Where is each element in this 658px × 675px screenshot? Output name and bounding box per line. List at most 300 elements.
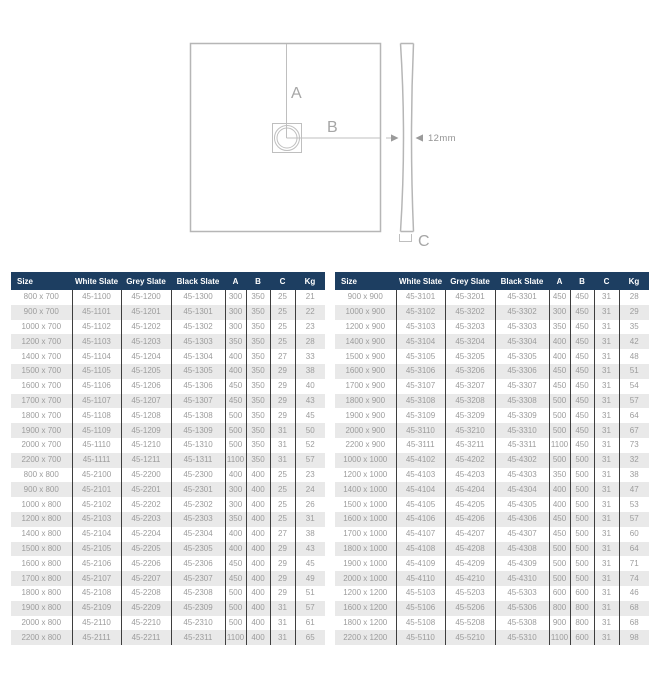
column-header-size: Size: [11, 272, 72, 290]
cell-b: 500: [570, 453, 594, 468]
table-row: [335, 438, 649, 453]
cell-c: 31: [594, 601, 619, 616]
cell-grey-slate: 45-2204: [121, 527, 171, 542]
cell-b: 350: [246, 334, 270, 349]
cell-a: 1100: [549, 438, 570, 453]
cell-a: 450: [225, 556, 246, 571]
table-row: [11, 320, 325, 335]
cell-size: 1500 x 900: [345, 351, 386, 361]
cell-kg: 33: [295, 349, 325, 364]
cell-size: 1800 x 700: [21, 410, 62, 420]
cell-c: 31: [270, 630, 295, 645]
cell-size: 2000 x 800: [21, 617, 62, 627]
header-row: [335, 272, 649, 290]
cell-white-slate: 45-5103: [396, 586, 445, 601]
table-row: [11, 497, 325, 512]
cell-kg: 23: [295, 320, 325, 335]
cell-c: 25: [270, 320, 295, 335]
table-row: [11, 527, 325, 542]
cell-grey-slate: 45-1210: [121, 438, 171, 453]
cell-b: 400: [246, 468, 270, 483]
cell-size: 1900 x 800: [21, 603, 62, 613]
table-row: [335, 512, 649, 527]
cell-black-slate: 45-4310: [495, 571, 549, 586]
thickness-arrow-right-icon: [416, 134, 424, 141]
cell-b: 350: [246, 320, 270, 335]
cell-white-slate: 45-1100: [72, 290, 121, 305]
cell-size: 2200 x 1200: [343, 632, 388, 642]
cell-b: 400: [246, 497, 270, 512]
dim-c-label: C: [418, 233, 430, 250]
cell-size: 1800 x 1000: [343, 543, 388, 553]
cell-kg: 22: [295, 305, 325, 320]
table-row: [335, 601, 649, 616]
cell-white-slate: 45-5106: [396, 601, 445, 616]
cell-a: 450: [225, 379, 246, 394]
cell-a: 300: [549, 305, 570, 320]
table-row: [11, 379, 325, 394]
cell-c: 31: [594, 453, 619, 468]
cell-white-slate: 45-1103: [72, 334, 121, 349]
cell-a: 500: [549, 571, 570, 586]
size-table-right: [335, 272, 649, 645]
cell-grey-slate: 45-2205: [121, 542, 171, 557]
cell-a: 300: [225, 290, 246, 305]
cell-white-slate: 45-2103: [72, 512, 121, 527]
cell-kg: 26: [295, 497, 325, 512]
size-table-left: [11, 272, 325, 645]
cell-white-slate: 45-5110: [396, 630, 445, 645]
table-row: [335, 453, 649, 468]
table-row: [335, 497, 649, 512]
table-row: [335, 394, 649, 409]
cell-kg: 45: [295, 408, 325, 423]
cell-c: 29: [270, 408, 295, 423]
cell-grey-slate: 45-5203: [445, 586, 495, 601]
cell-black-slate: 45-3311: [495, 438, 549, 453]
cell-grey-slate: 45-2209: [121, 601, 171, 616]
table-row: [335, 349, 649, 364]
cell-black-slate: 45-4304: [495, 482, 549, 497]
cell-b: 450: [570, 305, 594, 320]
cell-black-slate: 45-3303: [495, 320, 549, 335]
cell-a: 400: [225, 527, 246, 542]
cell-kg: 64: [619, 408, 649, 423]
cell-c: 27: [270, 349, 295, 364]
cell-kg: 43: [295, 394, 325, 409]
cell-grey-slate: 45-2201: [121, 482, 171, 497]
cell-black-slate: 45-1300: [171, 290, 225, 305]
cell-black-slate: 45-3304: [495, 334, 549, 349]
cell-white-slate: 45-3101: [396, 290, 445, 305]
cell-c: 31: [594, 556, 619, 571]
cell-size: 1500 x 700: [21, 366, 62, 376]
cell-grey-slate: 45-1211: [121, 453, 171, 468]
cell-black-slate: 45-3307: [495, 379, 549, 394]
thickness-label: 12mm: [428, 133, 456, 144]
cell-grey-slate: 45-4204: [445, 482, 495, 497]
cell-c: 29: [270, 586, 295, 601]
cell-kg: 43: [295, 542, 325, 557]
cell-kg: 52: [295, 438, 325, 453]
cell-black-slate: 45-2308: [171, 586, 225, 601]
cell-white-slate: 45-1111: [72, 453, 121, 468]
cell-black-slate: 45-4302: [495, 453, 549, 468]
cell-a: 500: [225, 616, 246, 631]
cell-c: 31: [594, 320, 619, 335]
table-row: [11, 364, 325, 379]
cell-grey-slate: 45-3206: [445, 364, 495, 379]
cell-grey-slate: 45-4208: [445, 542, 495, 557]
cell-kg: 23: [295, 468, 325, 483]
table-row: [335, 408, 649, 423]
cell-c: 31: [594, 394, 619, 409]
cell-black-slate: 45-1310: [171, 438, 225, 453]
table-row: [335, 571, 649, 586]
column-header-black-slate: Black Slate: [171, 272, 225, 290]
cell-c: 25: [270, 497, 295, 512]
cell-a: 400: [549, 482, 570, 497]
cell-a: 450: [549, 364, 570, 379]
cell-c: 31: [594, 497, 619, 512]
column-header-b: B: [246, 272, 270, 290]
cell-a: 450: [225, 571, 246, 586]
cell-kg: 60: [619, 527, 649, 542]
cell-b: 400: [246, 601, 270, 616]
cell-black-slate: 45-3310: [495, 423, 549, 438]
cell-size: 1400 x 900: [345, 336, 386, 346]
cell-kg: 74: [619, 571, 649, 586]
cell-black-slate: 45-1301: [171, 305, 225, 320]
table-row: [335, 334, 649, 349]
cell-white-slate: 45-1109: [72, 423, 121, 438]
cell-a: 350: [225, 334, 246, 349]
cell-a: 1100: [549, 630, 570, 645]
table-row: [335, 468, 649, 483]
cell-black-slate: 45-1311: [171, 453, 225, 468]
cell-kg: 49: [295, 571, 325, 586]
cell-kg: 38: [295, 527, 325, 542]
cell-black-slate: 45-1306: [171, 379, 225, 394]
cell-a: 500: [225, 601, 246, 616]
cell-size: 1200 x 900: [345, 321, 386, 331]
cell-white-slate: 45-4110: [396, 571, 445, 586]
cell-black-slate: 45-3306: [495, 364, 549, 379]
cell-white-slate: 45-3107: [396, 379, 445, 394]
side-profile-outline: [401, 44, 414, 232]
cell-black-slate: 45-4309: [495, 556, 549, 571]
cell-b: 450: [570, 364, 594, 379]
cell-black-slate: 45-4305: [495, 497, 549, 512]
cell-grey-slate: 45-3208: [445, 394, 495, 409]
cell-c: 25: [270, 334, 295, 349]
size-tables: [11, 272, 649, 645]
cell-black-slate: 45-1309: [171, 423, 225, 438]
cell-kg: 64: [619, 542, 649, 557]
column-header-black-slate: Black Slate: [495, 272, 549, 290]
cell-b: 500: [570, 482, 594, 497]
cell-black-slate: 45-2309: [171, 601, 225, 616]
table-row: [11, 349, 325, 364]
cell-kg: 65: [295, 630, 325, 645]
table-row: [11, 616, 325, 631]
cell-b: 350: [246, 364, 270, 379]
cell-kg: 57: [295, 453, 325, 468]
cell-b: 400: [246, 512, 270, 527]
cell-a: 500: [225, 586, 246, 601]
cell-kg: 57: [619, 394, 649, 409]
cell-black-slate: 45-2306: [171, 556, 225, 571]
cell-b: 350: [246, 408, 270, 423]
cell-black-slate: 45-1304: [171, 349, 225, 364]
cell-grey-slate: 45-1207: [121, 394, 171, 409]
column-header-a: A: [225, 272, 246, 290]
cell-grey-slate: 45-1208: [121, 408, 171, 423]
cell-a: 400: [549, 334, 570, 349]
cell-c: 31: [594, 512, 619, 527]
cell-b: 350: [246, 349, 270, 364]
cell-size: 2000 x 700: [21, 440, 62, 450]
cell-black-slate: 45-5303: [495, 586, 549, 601]
cell-kg: 50: [295, 423, 325, 438]
cell-c: 25: [270, 512, 295, 527]
cell-kg: 46: [619, 586, 649, 601]
cell-b: 350: [246, 423, 270, 438]
cell-white-slate: 45-1108: [72, 408, 121, 423]
cell-grey-slate: 45-2200: [121, 468, 171, 483]
cell-c: 31: [270, 601, 295, 616]
table-row: [335, 364, 649, 379]
dim-c-bracket: [400, 234, 412, 242]
cell-white-slate: 45-1101: [72, 305, 121, 320]
cell-a: 400: [549, 349, 570, 364]
tray-top-view: [191, 44, 381, 232]
cell-kg: 71: [619, 556, 649, 571]
cell-size: 800 x 800: [23, 469, 59, 479]
cell-grey-slate: 45-2208: [121, 586, 171, 601]
cell-size: 2200 x 800: [21, 632, 62, 642]
cell-a: 900: [549, 616, 570, 631]
cell-b: 450: [570, 423, 594, 438]
cell-size: 1200 x 1200: [343, 588, 388, 598]
table-row: [11, 438, 325, 453]
cell-black-slate: 45-4307: [495, 527, 549, 542]
cell-b: 450: [570, 349, 594, 364]
cell-a: 500: [549, 556, 570, 571]
table-row: [11, 586, 325, 601]
cell-white-slate: 45-2106: [72, 556, 121, 571]
cell-c: 31: [594, 571, 619, 586]
cell-kg: 68: [619, 616, 649, 631]
cell-white-slate: 45-3109: [396, 408, 445, 423]
cell-grey-slate: 45-3207: [445, 379, 495, 394]
cell-a: 1100: [225, 453, 246, 468]
cell-grey-slate: 45-2202: [121, 497, 171, 512]
cell-size: 2200 x 900: [345, 440, 386, 450]
cell-a: 600: [549, 586, 570, 601]
cell-a: 450: [225, 394, 246, 409]
cell-a: 300: [225, 320, 246, 335]
table-row: [11, 542, 325, 557]
cell-c: 25: [270, 305, 295, 320]
cell-size: 1200 x 1000: [343, 469, 388, 479]
cell-c: 31: [594, 527, 619, 542]
cell-c: 31: [594, 349, 619, 364]
cell-c: 25: [270, 482, 295, 497]
cell-a: 450: [549, 379, 570, 394]
cell-grey-slate: 45-4207: [445, 527, 495, 542]
cell-grey-slate: 45-3205: [445, 349, 495, 364]
cell-grey-slate: 45-3210: [445, 423, 495, 438]
cell-a: 500: [225, 423, 246, 438]
cell-size: 1800 x 900: [345, 395, 386, 405]
cell-size: 2000 x 1000: [343, 573, 388, 583]
cell-size: 1600 x 700: [21, 381, 62, 391]
cell-c: 31: [594, 630, 619, 645]
cell-size: 1900 x 1000: [343, 558, 388, 568]
cell-grey-slate: 45-3204: [445, 334, 495, 349]
cell-c: 31: [270, 423, 295, 438]
cell-white-slate: 45-2102: [72, 497, 121, 512]
cell-black-slate: 45-4308: [495, 542, 549, 557]
cell-black-slate: 45-3302: [495, 305, 549, 320]
cell-c: 29: [270, 364, 295, 379]
cell-b: 400: [246, 482, 270, 497]
cell-kg: 57: [619, 512, 649, 527]
cell-grey-slate: 45-1201: [121, 305, 171, 320]
cell-kg: 47: [619, 482, 649, 497]
cell-c: 31: [594, 423, 619, 438]
cell-b: 450: [570, 394, 594, 409]
cell-c: 31: [594, 542, 619, 557]
cell-b: 450: [570, 290, 594, 305]
cell-grey-slate: 45-3203: [445, 320, 495, 335]
cell-a: 400: [225, 542, 246, 557]
cell-white-slate: 45-1110: [72, 438, 121, 453]
cell-kg: 40: [295, 379, 325, 394]
cell-a: 350: [549, 468, 570, 483]
cell-white-slate: 45-2101: [72, 482, 121, 497]
cell-grey-slate: 45-3202: [445, 305, 495, 320]
cell-size: 1000 x 900: [345, 307, 386, 317]
cell-a: 500: [549, 394, 570, 409]
cell-white-slate: 45-4102: [396, 453, 445, 468]
cell-kg: 68: [619, 601, 649, 616]
cell-a: 500: [225, 438, 246, 453]
cell-white-slate: 45-3103: [396, 320, 445, 335]
column-header-c: C: [594, 272, 619, 290]
cell-a: 1100: [225, 630, 246, 645]
cell-b: 400: [246, 556, 270, 571]
cell-grey-slate: 45-5208: [445, 616, 495, 631]
cell-white-slate: 45-2104: [72, 527, 121, 542]
cell-b: 400: [246, 586, 270, 601]
cell-size: 800 x 700: [23, 292, 59, 302]
cell-size: 1000 x 700: [21, 321, 62, 331]
cell-black-slate: 45-1308: [171, 408, 225, 423]
table-row: [11, 305, 325, 320]
cell-grey-slate: 45-2210: [121, 616, 171, 631]
cell-c: 31: [594, 305, 619, 320]
cell-grey-slate: 45-2207: [121, 571, 171, 586]
table-row: [11, 571, 325, 586]
cell-white-slate: 45-1104: [72, 349, 121, 364]
cell-a: 400: [225, 349, 246, 364]
cell-white-slate: 45-3110: [396, 423, 445, 438]
cell-white-slate: 45-1106: [72, 379, 121, 394]
cell-c: 31: [594, 468, 619, 483]
cell-size: 1000 x 1000: [343, 455, 388, 465]
cell-kg: 57: [295, 601, 325, 616]
dim-b-label: B: [327, 119, 338, 136]
cell-black-slate: 45-2300: [171, 468, 225, 483]
cell-black-slate: 45-1303: [171, 334, 225, 349]
column-header-kg: Kg: [295, 272, 325, 290]
cell-a: 300: [225, 497, 246, 512]
table-row: [335, 305, 649, 320]
cell-size: 1900 x 900: [345, 410, 386, 420]
cell-black-slate: 45-2310: [171, 616, 225, 631]
cell-kg: 38: [295, 364, 325, 379]
cell-b: 450: [570, 320, 594, 335]
column-header-grey-slate: Grey Slate: [445, 272, 495, 290]
cell-a: 300: [225, 305, 246, 320]
cell-black-slate: 45-3301: [495, 290, 549, 305]
cell-c: 29: [270, 556, 295, 571]
cell-c: 31: [594, 482, 619, 497]
cell-c: 31: [270, 616, 295, 631]
thickness-arrow-left-icon: [391, 134, 399, 141]
cell-black-slate: 45-5310: [495, 630, 549, 645]
cell-a: 800: [549, 601, 570, 616]
cell-white-slate: 45-4103: [396, 468, 445, 483]
cell-b: 450: [570, 408, 594, 423]
cell-kg: 31: [295, 512, 325, 527]
cell-black-slate: 45-2311: [171, 630, 225, 645]
table-row: [11, 601, 325, 616]
cell-a: 400: [225, 468, 246, 483]
cell-white-slate: 45-4105: [396, 497, 445, 512]
cell-white-slate: 45-2111: [72, 630, 121, 645]
cell-b: 400: [246, 542, 270, 557]
cell-c: 29: [270, 379, 295, 394]
cell-kg: 35: [619, 320, 649, 335]
cell-black-slate: 45-2304: [171, 527, 225, 542]
column-header-size: Size: [335, 272, 396, 290]
cell-kg: 98: [619, 630, 649, 645]
cell-size: 1800 x 1200: [343, 617, 388, 627]
cell-white-slate: 45-2108: [72, 586, 121, 601]
table-row: [11, 423, 325, 438]
cell-grey-slate: 45-4202: [445, 453, 495, 468]
cell-kg: 42: [619, 334, 649, 349]
cell-size: 2200 x 700: [21, 455, 62, 465]
table-row: [335, 423, 649, 438]
cell-size: 1700 x 900: [345, 381, 386, 391]
cell-black-slate: 45-3309: [495, 408, 549, 423]
cell-size: 1700 x 700: [21, 395, 62, 405]
cell-kg: 53: [619, 497, 649, 512]
cell-black-slate: 45-2307: [171, 571, 225, 586]
cell-size: 1700 x 800: [21, 573, 62, 583]
table-row: [11, 453, 325, 468]
cell-kg: 51: [295, 586, 325, 601]
cell-c: 25: [270, 468, 295, 483]
cell-size: 1400 x 800: [21, 529, 62, 539]
table-row: [335, 630, 649, 645]
cell-a: 500: [549, 423, 570, 438]
cell-black-slate: 45-1302: [171, 320, 225, 335]
